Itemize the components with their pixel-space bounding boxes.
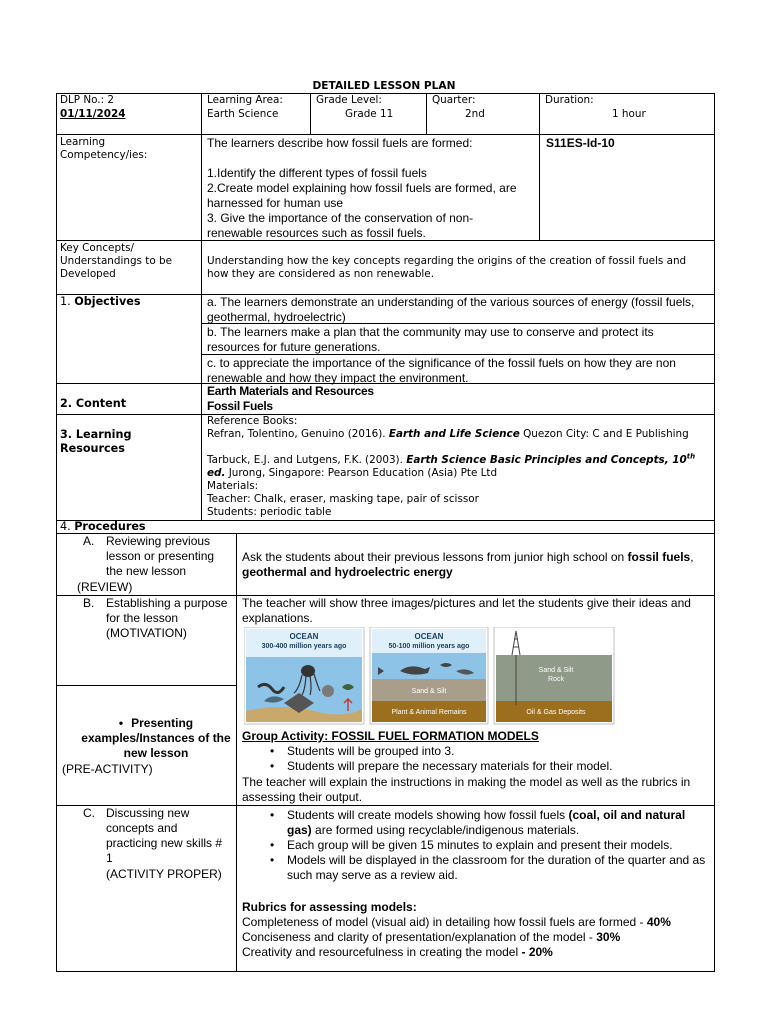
image-2-layer-remains: Plant & Animal Remains xyxy=(391,709,467,716)
review-comma: , xyxy=(690,550,694,564)
objectives-label: Objectives xyxy=(74,295,141,308)
review-fossil-fuels: fossil fuels xyxy=(627,550,691,564)
image-1-subtitle: 300-400 million years ago xyxy=(261,643,347,650)
procedure-c-text: Discussing new concepts and practicing new skills # 1 xyxy=(106,806,223,865)
image-3-layer-sand: Sand & Silt xyxy=(538,667,574,674)
quarter-label: Quarter: xyxy=(432,94,476,106)
procedure-c-letter: C. xyxy=(83,806,95,820)
image-3-layer-oil: Oil & Gas Deposits xyxy=(526,709,586,716)
content-label: 2. Content xyxy=(60,397,127,410)
student-materials: Students: periodic table xyxy=(207,506,332,518)
procedures-number: 4. xyxy=(60,520,75,533)
reference-2-edition: ed. xyxy=(207,467,226,479)
pre-activity-bullet-dot: • xyxy=(118,716,124,730)
procedure-c-tag: (ACTIVITY PROPER) xyxy=(106,867,222,881)
image-2-layer-sand: Sand & Silt xyxy=(411,688,447,695)
reference-2-superscript: th xyxy=(686,452,696,461)
pre-activity-tag: (PRE-ACTIVITY) xyxy=(62,762,153,776)
objectives-number: 1. xyxy=(60,295,75,308)
list-item: • Each group will be given 15 minutes to explain and present their models. xyxy=(287,838,707,853)
grade-level-value: Grade 11 xyxy=(345,108,394,120)
review-text: Ask the students about their previous lessons from junior high school on xyxy=(242,550,628,564)
image-2-subtitle: 50-100 million years ago xyxy=(388,643,470,650)
reference-1-title: Earth and Life Science xyxy=(388,428,520,440)
resources-label: 3. Learning Resources xyxy=(60,428,132,455)
group-activity-list xyxy=(287,744,707,774)
list-item: • Students will prepare the necessary materials for their model. xyxy=(287,759,707,774)
document-title: DETAILED LESSON PLAN xyxy=(312,80,456,92)
reference-2-publisher: Jurong, Singapore: Pearson Education (Asia) Pte Ltd xyxy=(225,467,498,479)
rubrics-title: Rubrics for assessing models: xyxy=(242,900,417,914)
image-2-title: OCEAN xyxy=(414,632,444,641)
rubric-1-percent: 40% xyxy=(646,915,671,929)
reference-2 xyxy=(207,454,697,480)
quarter-value: 2nd xyxy=(465,108,485,120)
fossil-fuel-formation-images xyxy=(244,627,616,725)
reference-2-authors: Tarbuck, E.J. and Lutgens, F.K. (2003). xyxy=(207,454,407,466)
materials-label: Materials: xyxy=(207,480,259,492)
rubric-2: Conciseness and clarity of presentation/explanation of the model - 30% xyxy=(242,930,621,944)
procedure-a-letter: A. xyxy=(83,534,95,548)
group-activity-text: The teacher will explain the instructions in making the model as well as the rubrics in assessing their output. xyxy=(242,775,691,804)
content-line-2: Fossil Fuels xyxy=(207,399,273,413)
procedure-b-tag: (MOTIVATION) xyxy=(106,626,187,640)
procedure-a-text: Reviewing previous lesson or presenting the new lesson xyxy=(106,534,215,578)
grade-level-label: Grade Level: xyxy=(316,94,382,106)
reference-1-authors: Refran, Tolentino, Genuino (2016). xyxy=(207,428,389,440)
competency-intro: The learners describe how fossil fuels are formed: xyxy=(207,136,473,150)
lesson-date: 01/11/2024 xyxy=(60,108,126,120)
key-concepts-label: Key Concepts/ Understandings to be Developed xyxy=(60,242,172,280)
rubric-2-percent: 30% xyxy=(596,930,621,944)
competency-label: Learning Competency/ies: xyxy=(60,136,148,161)
reference-1 xyxy=(207,428,697,441)
review-geothermal: geothermal and hydroelectric energy xyxy=(242,565,453,579)
competency-item-1: 1.Identify the different types of fossil fuels xyxy=(207,166,427,180)
list-item: • Students will create models showing how fossil fuels (coal, oil and natural gas) are formed using recyclable/indigenous materials. xyxy=(287,808,707,838)
dlp-number: DLP No.: 2 xyxy=(60,94,115,106)
procedure-a-content xyxy=(242,550,712,580)
pre-activity-bullet xyxy=(76,716,236,761)
image-1-title: OCEAN xyxy=(289,632,319,641)
activity-proper-list xyxy=(287,808,707,883)
content-line-1: Earth Materials and Resources xyxy=(207,384,374,398)
group-activity-title: Group Activity: FOSSIL FUEL FORMATION MODELS xyxy=(242,729,539,743)
pre-activity-text: Presenting examples/Instances of the new lesson xyxy=(81,716,231,760)
learning-area-label: Learning Area: xyxy=(207,94,283,106)
procedure-a-tag: (REVIEW) xyxy=(77,580,133,594)
duration-value: 1 hour xyxy=(612,108,646,120)
procedure-b-content: The teacher will show three images/pictures and let the students give their ideas and explanations. xyxy=(242,596,691,625)
ocean-300-400-image xyxy=(244,627,364,724)
rubric-1: Completeness of model (visual aid) in detailing how fossil fuels are formed - 40% xyxy=(242,915,671,929)
procedures-label: Procedures xyxy=(74,520,146,533)
reference-1-publisher: Quezon City: C and E Publishing xyxy=(519,428,689,440)
competency-code: S11ES-Id-10 xyxy=(546,136,615,150)
teacher-materials: Teacher: Chalk, eraser, masking tape, pair of scissor xyxy=(207,493,479,505)
key-concepts-text: Understanding how the key concepts regarding the origins of the creation of fossil fuels and how they are considered as non renewable. xyxy=(207,255,687,280)
objective-c: c. to appreciate the importance of the significance of the fossil fuels on how they are non renewable and how they impact the environment. xyxy=(207,356,676,385)
objective-a: a. The learners demonstrate an understanding of the various sources of energy (fossil fuels, geothermal, hydroelectric) xyxy=(207,295,695,324)
rubric-3-percent: - 20% xyxy=(521,945,553,959)
image-3-layer-rock: Rock xyxy=(548,676,564,683)
learning-area-value: Earth Science xyxy=(207,108,279,120)
procedure-b-text: Establishing a purpose for the lesson xyxy=(106,596,228,625)
procedure-b-letter: B. xyxy=(83,596,95,610)
reference-books-label: Reference Books: xyxy=(207,415,298,427)
competency-item-2: 2.Create model explaining how fossil fuels are formed, are harnessed for human use xyxy=(207,181,517,210)
reference-2-title: Earth Science Basic Principles and Concepts, 10 xyxy=(406,454,687,466)
objectives-heading xyxy=(60,295,141,308)
fossil-fuel-types: (coal, oil and natural gas) xyxy=(287,808,686,837)
list-item: • Models will be displayed in the classroom for the duration of the quarter and as such may serve as a review aid. xyxy=(287,853,707,883)
procedures-heading xyxy=(60,520,146,533)
list-item: • Students will be grouped into 3. xyxy=(287,744,707,759)
rubric-3: Creativity and resourcefulness in creating the model - 20% xyxy=(242,945,553,959)
objective-b: b. The learners make a plan that the community may use to conserve and protect its resources for future generations. xyxy=(207,325,654,354)
duration-label: Duration: xyxy=(545,94,594,106)
competency-item-3: 3. Give the importance of the conservation of non-renewable resources such as fossil fuels. xyxy=(207,211,474,240)
